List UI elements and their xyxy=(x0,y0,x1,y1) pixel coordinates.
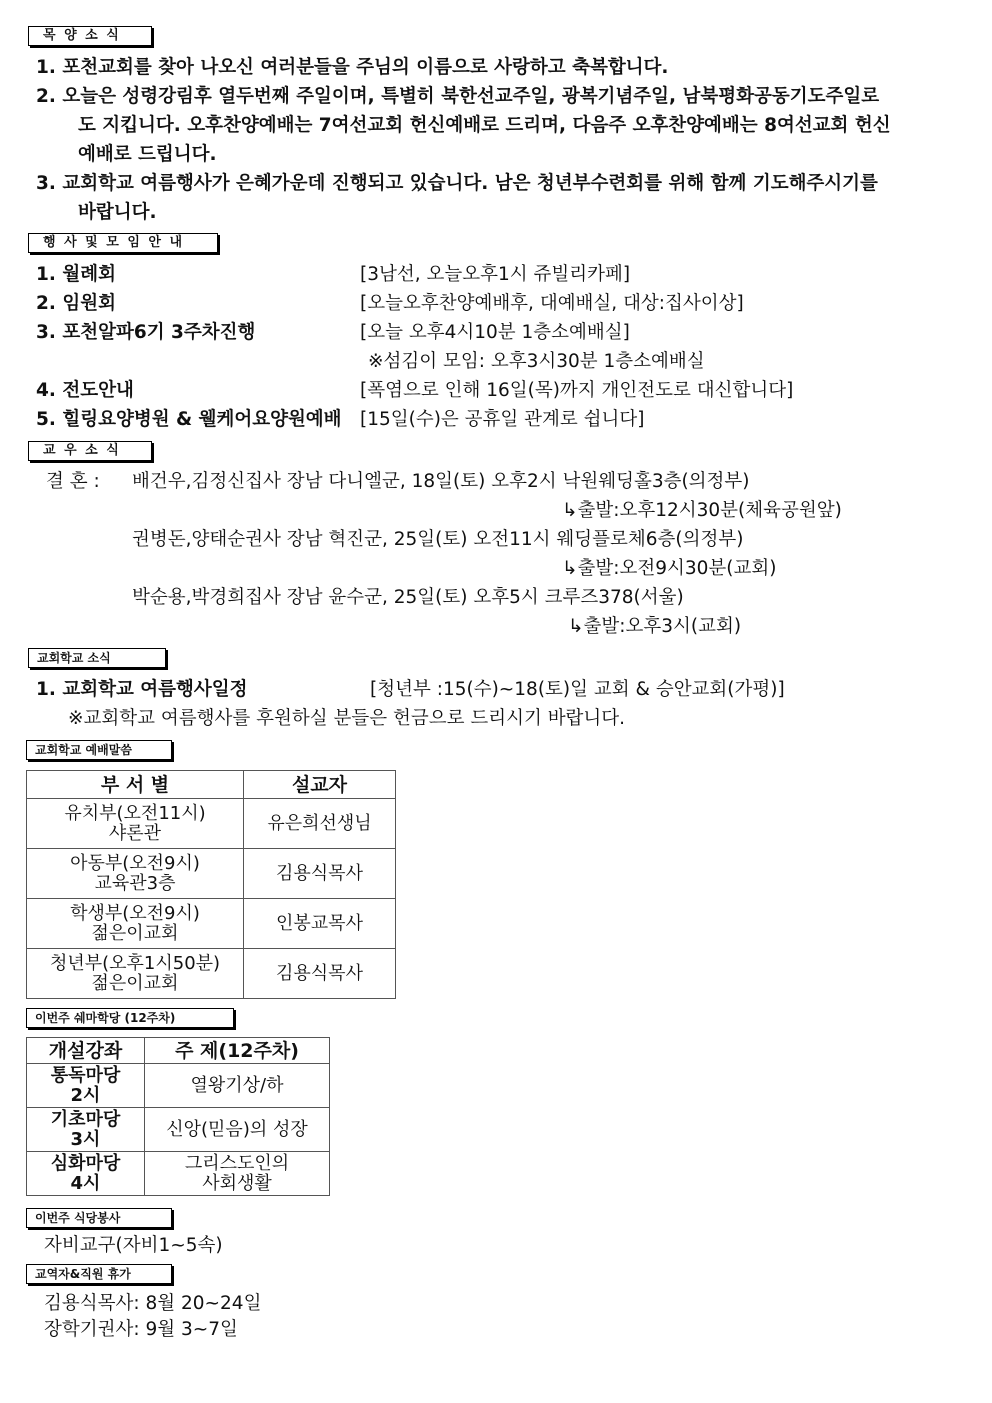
wedding-3: 박순용,박경희집사 장남 윤수군, 25일(토) 오후5시 크루즈378(서울) xyxy=(132,587,684,608)
topic-cell: 열왕기상/하 xyxy=(145,1064,330,1108)
event-label-2: 2. 임원회 xyxy=(36,293,116,314)
table-row xyxy=(27,1064,330,1108)
dept-cell: 학생부(오전9시) 젊은이교회 xyxy=(27,899,244,949)
sermons-table xyxy=(26,770,396,999)
news-item-3: 3. 교회학교 여름행사가 은혜가운데 진행되고 있습니다. 남은 청년부수련회를 위해 함께 기도해주시기를 xyxy=(36,173,878,194)
course-cell: 심화마당 4시 xyxy=(27,1152,145,1196)
kitchen-text: 자비교구(자비1~5속) xyxy=(44,1235,223,1256)
event-detail-3: [오늘 오후4시10분 1층소예배실] xyxy=(360,322,630,343)
table-row xyxy=(27,1108,330,1152)
school-header: 교회학교 소식 xyxy=(28,648,166,668)
school-item-label: 1. 교회학교 여름행사일정 xyxy=(36,679,248,700)
members-header: 교 우 소 식 xyxy=(28,441,152,461)
sermons-header: 교회학교 예배말씀 xyxy=(26,740,172,760)
col-dept: 부 서 별 xyxy=(27,771,244,799)
preacher-cell: 인봉교목사 xyxy=(244,899,396,949)
col-course: 개설강좌 xyxy=(27,1038,145,1064)
preacher-cell: 유은희선생님 xyxy=(244,799,396,849)
event-label-3: 3. 포천알파6기 3주차진행 xyxy=(36,322,256,343)
dept-cell: 아동부(오전9시) 교육관3층 xyxy=(27,849,244,899)
events-header: 행 사 및 모 임 안 내 xyxy=(28,233,218,253)
news-item-3-cont: 바랍니다. xyxy=(78,202,157,223)
preacher-cell: 김용식목사 xyxy=(244,849,396,899)
table-row xyxy=(27,849,396,899)
col-topic: 주 제(12주차) xyxy=(145,1038,330,1064)
dept-cell: 청년부(오후1시50분) 젊은이교회 xyxy=(27,949,244,999)
event-detail-4: [폭염으로 인해 16일(목)까지 개인전도로 대신합니다] xyxy=(360,380,794,401)
event-label-4: 4. 전도안내 xyxy=(36,380,134,401)
news-item-2-cont: 도 지킵니다. 오후찬양예배는 7여선교회 헌신예배로 드리며, 다음주 오후찬양예배는 8여선교회 헌신 xyxy=(78,115,891,136)
madang-header: 이번주 쉐마학당 (12주차) xyxy=(26,1008,234,1028)
event-label-1: 1. 월례회 xyxy=(36,264,116,285)
event-detail-1: [3남선, 오늘오후1시 쥬빌리카페] xyxy=(360,264,631,285)
wedding-2: 권병돈,양태순권사 장남 혁진군, 25일(토) 오전11시 웨딩플로체6층(의정부) xyxy=(132,529,744,550)
school-note: ※교회학교 여름행사를 후원하실 분들은 헌금으로 드리시기 바랍니다. xyxy=(68,708,626,729)
dept-cell: 유치부(오전11시) 샤론관 xyxy=(27,799,244,849)
vacation-header: 교역자&직원 휴가 xyxy=(26,1264,172,1284)
preacher-cell: 김용식목사 xyxy=(244,949,396,999)
course-cell: 통독마당 2시 xyxy=(27,1064,145,1108)
event-label-5: 5. 힐링요양병원 & 웰케어요양원예배 xyxy=(36,409,342,430)
table-row xyxy=(27,1152,330,1196)
wedding-1: 배건우,김정신집사 장남 다니엘군, 18일(토) 오후2시 낙원웨딩홀3층(의정부) xyxy=(132,471,750,492)
event-detail-3-note: ※섬김이 모임: 오후3시30분 1층소예배실 xyxy=(368,351,705,372)
table-row xyxy=(27,899,396,949)
wedding-label: 결 혼 : xyxy=(46,471,100,492)
news-header: 목 양 소 식 xyxy=(28,26,152,46)
wedding-1-depart: ↳출발:오후12시30분(체육공원앞) xyxy=(562,500,842,521)
wedding-3-depart: ↳출발:오후3시(교회) xyxy=(568,616,742,637)
topic-cell: 그리스도인의 사회생활 xyxy=(145,1152,330,1196)
table-row xyxy=(27,949,396,999)
col-preacher: 설교자 xyxy=(244,771,396,799)
topic-cell: 신앙(믿음)의 성장 xyxy=(145,1108,330,1152)
school-item-detail: [청년부 :15(수)~18(토)일 교회 & 승안교회(가평)] xyxy=(370,679,785,700)
news-item-2-cont2: 예배로 드립니다. xyxy=(78,144,217,165)
sermons-table-head xyxy=(27,771,396,799)
course-cell: 기초마당 3시 xyxy=(27,1108,145,1152)
madang-table xyxy=(26,1037,330,1196)
vacation-item-1: 김용식목사: 8월 20~24일 xyxy=(44,1293,262,1314)
wedding-2-depart: ↳출발:오전9시30분(교회) xyxy=(562,558,777,579)
news-item-1: 1. 포천교회를 찾아 나오신 여러분들을 주님의 이름으로 사랑하고 축복합니다. xyxy=(36,57,669,78)
event-detail-2: [오늘오후찬양예배후, 대예배실, 대상:집사이상] xyxy=(360,293,744,314)
vacation-item-2: 장학기권사: 9월 3~7일 xyxy=(44,1319,238,1340)
news-item-2: 2. 오늘은 성령강림후 열두번째 주일이며, 특별히 북한선교주일, 광복기념주일, 남북평화공동기도주일로 xyxy=(36,86,880,107)
table-row xyxy=(27,799,396,849)
event-detail-5: [15일(수)은 공휴일 관계로 쉽니다] xyxy=(360,409,645,430)
madang-table-head xyxy=(27,1038,330,1064)
kitchen-header: 이번주 식당봉사 xyxy=(26,1208,172,1228)
